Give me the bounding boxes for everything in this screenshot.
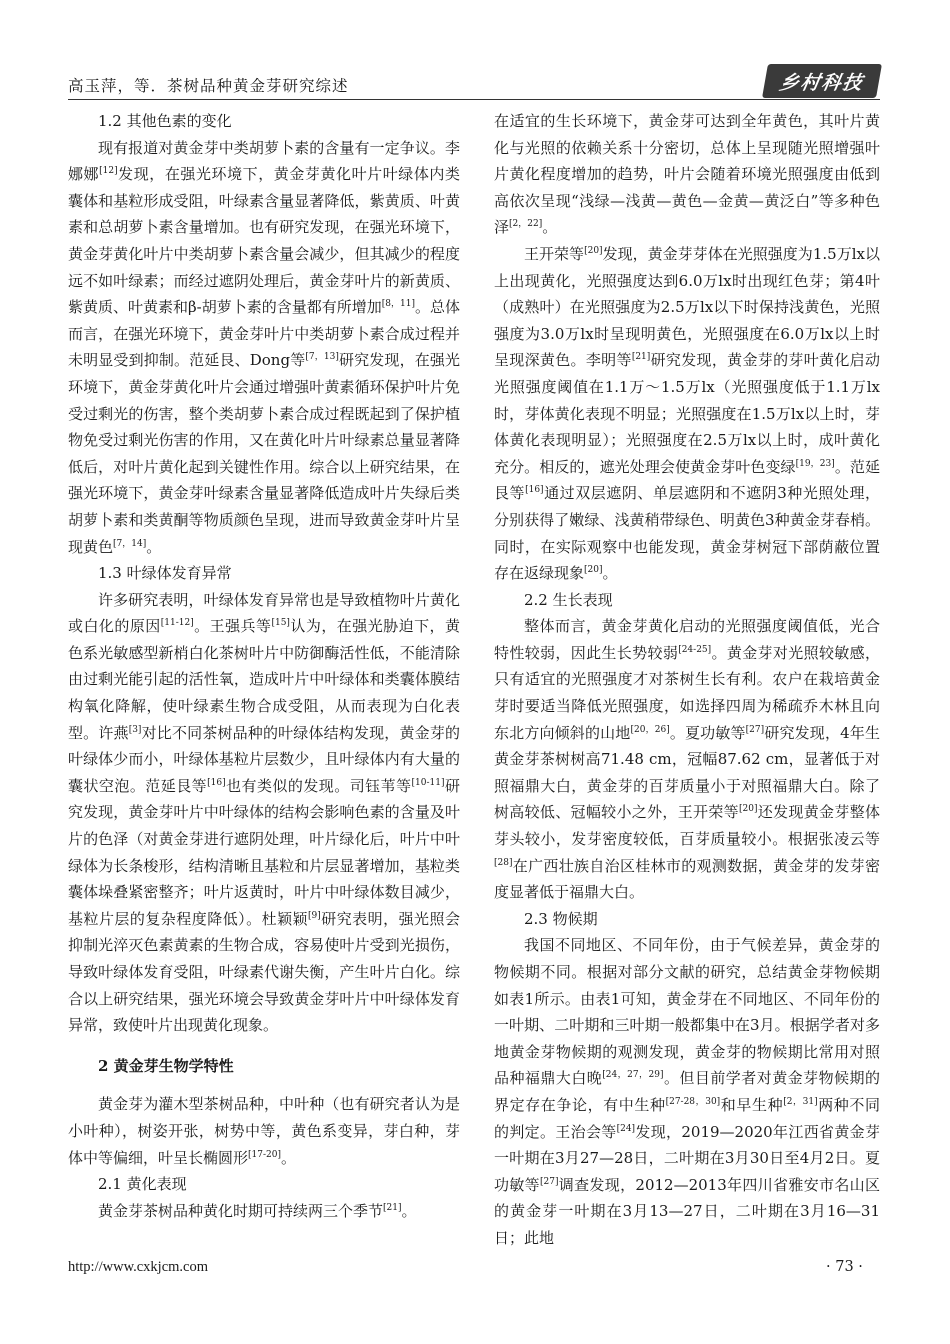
body-paragraph: 现有报道对黄金芽中类胡萝卜素的含量有一定争议。李娜娜[12]发现，在强光环境下，黄金芽黄化叶片叶绿体内类囊体和基粒形成受阻，叶绿素含量显著降低，紫黄质、叶黄素和总胡萝卜素含量增加。也有研究发现，在强光环境下，黄金芽黄化叶片中类胡萝卜素含量会减少，但其减少的程度远不如叶绿素；而经过遮阴处理后，黄金芽叶片的新黄质、紫黄质、叶黄素和β-胡萝卜素的含量都有所增加[8，11]。总体而言，在强光环境下，黄金芽叶片中类胡萝卜素合成过程并未明显受到抑制。范延艮、Dong等[7，13]研究发现，在强光环境下，黄金芽黄化叶片会通过增强叶黄素循环保护叶片免受过剩光的伤害，整个类胡萝卜素合成过程既起到了保护植物免受过剩光伤害的作用，又在黄化叶片叶绿素总量显著降低后，对叶片黄化起到关键性作用。综合以上研究结果，在强光环境下，黄金芽叶绿素含量显著降低造成叶片失绿后类胡萝卜素和类黄酮等物质颜色呈现，进而导致黄金芽叶片呈现黄色[7，14]。: [68, 138, 460, 556]
footer-url[interactable]: http://www.cxkjcm.com: [68, 1259, 209, 1275]
body-paragraph: 黄金芽茶树品种黄化时期可持续两三个季节[21]。: [98, 1201, 417, 1220]
section-heading: 2 黄金芽生物学特性: [98, 1056, 234, 1075]
citation-ref: [24，27，29]: [602, 1070, 664, 1081]
body-paragraph: 许多研究表明，叶绿体发育异常也是导致植物叶片黄化或白化的原因[11-12]。王强兵等[15]认为，在强光胁迫下，黄色系光敏感型新梢白化茶树叶片中防御酶活性低，不能清除由过剩光能引起的活性氧，造成叶片中叶绿体和类囊体膜结构氧化降解，使叶绿素生物合成受阻，从而表现为白化表型。许燕[3]对比不同茶树品种的叶绿体结构发现，黄金芽的叶绿体少而小，叶绿体基粒片层数少，且叶绿体内有大量的囊状空泡。范延艮等[16]也有类似的发现。司钰苇等[10-11]研究发现，黄金芽叶片中叶绿体的结构会影响色素的含量及叶片的色泽（对黄金芽进行遮阴处理，叶片绿化后，叶片中叶绿体为长条梭形，结构清晰且基粒和片层显著增加，基粒类囊体垛叠紧密整齐；叶片返黄时，叶片中叶绿体数目减少，基粒片层的复杂程度降低）。杜颖颖[9]研究表明，强光照会抑制光淬灭色素黄素的生物合成，容易使叶片受到光损伤，导致叶绿体发育受阻，叶绿素代谢失衡，产生叶片白化。综合以上研究结果，强光环境会导致黄金芽叶片中叶绿体发育异常，致使叶片出现黄化现象。: [68, 590, 460, 1035]
citation-ref: [19，23]: [795, 458, 835, 469]
citation-ref: [24]: [616, 1123, 636, 1134]
citation-ref: [20]: [584, 565, 603, 576]
body-paragraph: 黄金芽为灌木型茶树品种，中叶种（也有研究者认为是小叶种），树姿开张，树势中等，黄色系变异，芽白种，芽体中等偏细，叶呈长椭圆形[17-20]。: [68, 1095, 460, 1167]
citation-ref: [2，22]: [509, 219, 543, 230]
journal-logo: 乡村科技: [762, 64, 882, 98]
citation-ref: [27]: [745, 724, 765, 735]
citation-ref: [27-28，30]: [665, 1096, 721, 1107]
citation-ref: [20，26]: [630, 724, 670, 735]
citation-ref: [3]: [128, 724, 142, 735]
subsection-heading: 1.2 其他色素的变化: [98, 112, 232, 130]
citation-ref: [24-25]: [678, 644, 712, 655]
citation-ref: [7，14]: [113, 538, 147, 549]
body-paragraph: 在适宜的生长环境下，黄金芽可达到全年黄色，其叶片黄化与光照的依赖关系十分密切，总体上呈现随光照增强叶片黄化程度增加的趋势，叶片会随着环境光照强度由低到高依次呈现“浅绿—浅黄—黄色—金黄—黄泛白”等多种色泽[2，22]。: [494, 112, 880, 237]
subsection-heading: 2.1 黄化表现: [98, 1175, 187, 1194]
citation-ref: [10-11]: [411, 777, 445, 788]
subsection-heading: 2.3 物候期: [524, 909, 598, 928]
left-column: [68, 108, 460, 1224]
body-paragraph: 整体而言，黄金芽黄化启动的光照强度阈值低，光合特性较弱，因此生长势较弱[24-25]。黄金芽对光照较敏感，只有适宜的光照强度才对茶树生长有利。农户在栽培黄金芽时要适当降低光照强度，如选择四周为稀疏乔木林且向东北方向倾斜的山地[20，26]。夏功敏等[27]研究发现，4年生黄金芽茶树树高71.48 cm，冠幅87.62 cm，显著低于对照福鼎大白，黄金芽的百芽质量小于对照福鼎大白。除了树高较低、冠幅较小之外，王开荣等[20]还发现黄金芽整体芽头较小，发芽密度较低，百芽质量较小。根据张凌云等[28]在广西壮族自治区桂林市的观测数据，黄金芽的发芽密度显著低于福鼎大白。: [494, 617, 880, 902]
citation-ref: [16]: [207, 777, 226, 788]
citation-ref: [11-12]: [160, 618, 194, 629]
citation-ref: [16]: [525, 485, 544, 496]
citation-ref: [2，31]: [783, 1096, 818, 1107]
body-paragraph: 我国不同地区、不同年份，由于气候差异，黄金芽的物候期不同。根据对部分文献的研究，总结黄金芽物候期如表1所示。由表1可知，黄金芽在不同地区、不同年份的一叶期、二叶期和三叶期一般都集中在3月。根据学者对多地黄金芽物候期的观测发现，黄金芽的物候期比常用对照品种福鼎大白晚[24，27，29]。但目前学者对黄金芽物候期的界定存在争论，有中生种[27-28，30]和早生种[2，31]两种不同的判定。王治会等[24]发现，2019—2020年江西省黄金芽一叶期在3月27—28日，二叶期在3月30日至4月2日。夏功敏等[27]调查发现，2012—2013年四川省雅安市名山区的黄金芽一叶期在3月13—27日，二叶期在3月16—31日；此地: [494, 936, 880, 1247]
citation-ref: [9]: [308, 910, 321, 921]
citation-ref: [7，13]: [305, 352, 339, 363]
running-header-title: 高玉萍，等．茶树品种黄金芽研究综述: [68, 77, 349, 95]
citation-ref: [8，11]: [381, 299, 415, 310]
citation-ref: [15]: [271, 618, 290, 629]
citation-ref: [20]: [739, 804, 758, 815]
citation-ref: [12]: [99, 166, 118, 177]
header-divider: [68, 99, 880, 100]
citation-ref: [21]: [631, 352, 651, 363]
subsection-heading: 1.3 叶绿体发育异常: [98, 564, 232, 583]
body-paragraph: 王开荣等[20]发现，黄金芽芽体在光照强度为1.5万lx以上出现黄化，光照强度达到6.0万lx时出现红色芽；第4叶（成熟叶）在光照强度为2.5万lx以下时保持浅黄色，光照强度为3.0万lx时呈现明黄色，光照强度在6.0万lx以上时呈现深黄色。李明等[21]研究发现，黄金芽的芽叶黄化启动光照强度阈值在1.1万～1.5万lx（光照强度低于1.1万lx时，芽体黄化表现不明显；光照强度在1.5万lx以上时，芽体黄化表现明显）；光照强度在2.5万lx以上时，成叶黄化充分。相反的，遮光处理会使黄金芽叶色变绿[19，23]。范延艮等[16]通过双层遮阴、单层遮阴和不遮阴3种光照处理，分别获得了嫩绿、浅黄稍带绿色、明黄色3种黄金芽春梢。同时，在实际观察中也能发现，黄金芽树冠下部荫蔽位置存在返绿现象[20]。: [494, 244, 880, 583]
page-number: · 73 ·: [826, 1259, 863, 1275]
citation-ref: [17-20]: [248, 1149, 281, 1160]
citation-ref: [21]: [383, 1202, 402, 1213]
subsection-heading: 2.2 生长表现: [524, 590, 613, 609]
citation-ref: [28]: [494, 857, 513, 868]
citation-ref: [20]: [584, 245, 603, 256]
citation-ref: [27]: [539, 1176, 559, 1187]
right-column: [494, 108, 880, 1252]
